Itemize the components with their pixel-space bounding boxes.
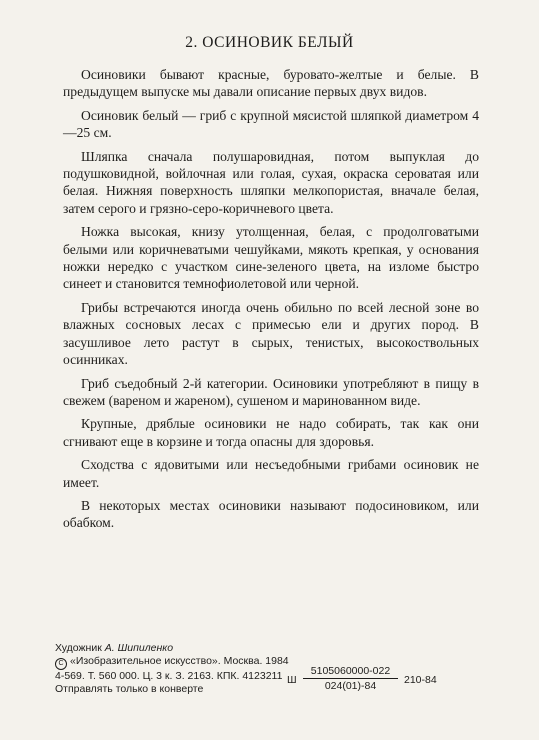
page-title: 2. ОСИНОВИК БЕЛЫЙ [185, 34, 354, 51]
catalog-code-numerator: 5105060000-022 [303, 665, 398, 679]
paragraph-6: Гриб съедобный 2-й категории. Осиновики употребляют в пищу в свежем (вареном и жареном), сушеном и маринованном виде. [63, 375, 479, 408]
mailing-note: Отправлять только в конверте [55, 683, 204, 695]
imprint-footer [55, 642, 495, 696]
paragraph-4: Ножка высокая, книзу утолщенная, белая, с продолговатыми белыми или коричневатыми чешуйками, мякоть крепкая, у основания ножки нередко с участком сине-зеленого цвета, на изломе быстро синеет и становится темнофиолетовой или черной. [63, 224, 479, 292]
artist-name: А. Шипиленко [104, 642, 174, 654]
artist-line [55, 642, 495, 655]
publisher-text: «Изобразительное искусство». Москва. 1984 [70, 655, 289, 667]
artist-label: Художник [55, 642, 102, 654]
catalog-code-prefix: Ш [287, 674, 297, 686]
copyright-icon: С [55, 658, 67, 670]
paragraph-2: Осиновик белый — гриб с крупной мясистой шляпкой диаметром 4—25 см. [63, 107, 479, 141]
paragraph-1: Осиновики бывают красные, буровато-желтые и белые. В предыдущем выпуске мы давали описание первых двух видов. [63, 67, 479, 100]
paragraph-7: Крупные, дряблые осиновики не надо собирать, так как они сгнивают еще в корзине и тогда опасны для здоровья. [63, 416, 479, 449]
catalog-code-fraction [303, 665, 398, 692]
paragraph-8: Сходства с ядовитыми или несъедобными грибами осиновик не имеет. [63, 457, 479, 490]
print-info: 4-569. Т. 560 000. Ц. 3 к. З. 2163. КПК. 4123211 [55, 670, 283, 682]
paragraph-3: Шляпка сначала полушаровидная, потом выпуклая до подушковидной, войлочная или голая, сухая, окраска сероватая или белая. Нижняя поверхность шляпки мелкопористая, вначале белая, затем серого и грязно-серо-коричневого цвета. [63, 148, 479, 216]
article-body [63, 66, 479, 538]
catalog-code-suffix: 210-84 [404, 674, 437, 686]
paragraph-9: В некоторых местах осиновики называют подосиновиком, или обабком. [63, 497, 479, 531]
paragraph-5: Грибы встречаются иногда очень обильно по всей лесной зоне во влажных сосновых лесах с примесью ели и других пород. В засушливое лето растут в сырых, тенистых, высокоствольных осинниках. [63, 299, 479, 368]
catalog-code-denominator: 024(01)-84 [324, 680, 377, 692]
publisher-line [55, 655, 495, 670]
